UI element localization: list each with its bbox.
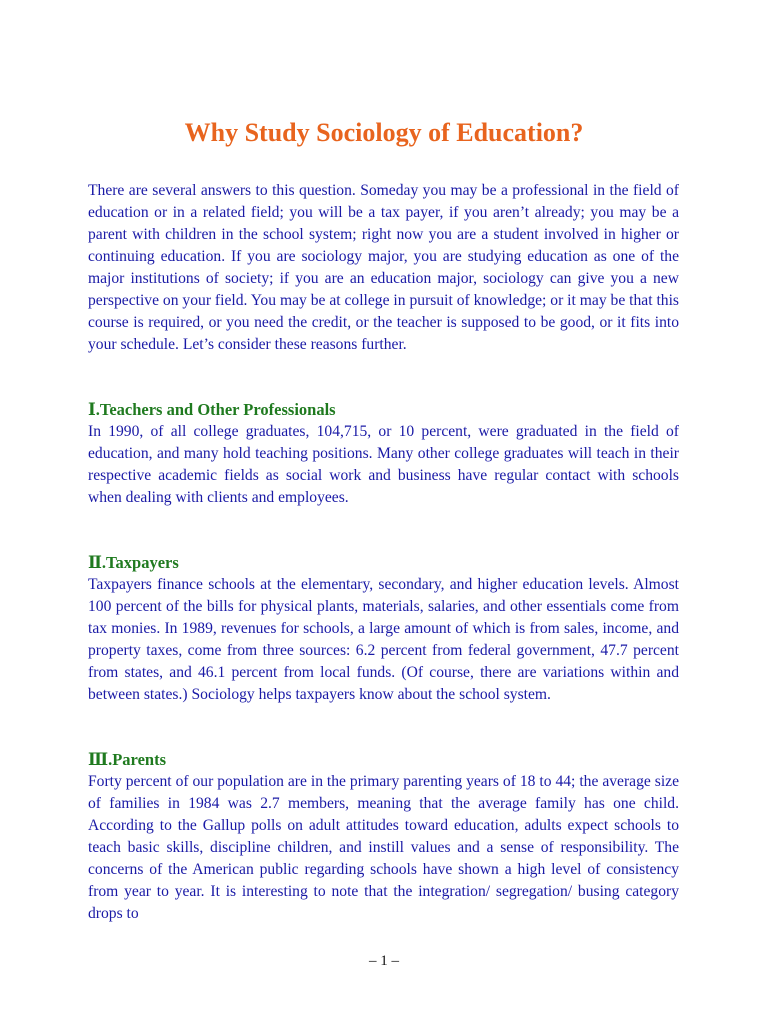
page-number: – 1 – [369, 953, 399, 969]
section-heading-taxpayers: Ⅱ.Taxpayers [88, 553, 179, 572]
section-heading-parents: Ⅲ.Parents [88, 750, 166, 769]
section-body-taxpayers: Taxpayers finance schools at the elementary, secondary, and higher education levels. Almost 100 percent of the bills for physical plants, materials, salaries, and other essentials come from tax monies. In 1989, revenues for schools, a large amount of which is from sales, income, and property taxes, come from three sources: 6.2 percent from federal government, 47.7 percent from states, and 46.1 percent from local funds. (Of course, there are variations within and between states.) Sociology helps taxpayers know about the school system. [88, 576, 679, 703]
section-body-teachers: In 1990, of all college graduates, 104,715, or 10 percent, were graduated in the field of education, and many hold teaching positions. Many other college graduates will teach in their respective academic fields as social work and business have regular contact with schools when dealing with clients and employees. [88, 423, 679, 506]
section-body-parents: Forty percent of our population are in the primary parenting years of 18 to 44; the average size of families in 1984 was 2.7 members, meaning that the average family has one child. According to the Gallup polls on adult attitudes toward education, adults expect schools to teach basic skills, discipline children, and instill values and a sense of responsibility. The concerns of the American public regarding schools have shown a high level of consistency from year to year. It is interesting to note that the integration/ segregation/ busing category drops to [88, 773, 679, 922]
section-heading-teachers: Ⅰ.Teachers and Other Professionals [88, 400, 336, 419]
page-title: Why Study Sociology of Education? [184, 118, 584, 147]
intro-paragraph: There are several answers to this question. Someday you may be a professional in the field of education or in a related field; you will be a tax payer, if you aren’t already; you may be a parent with children in the school system; right now you are a student involved in higher or continuing education. If you are sociology major, you are studying education as one of the major institutions of society; if you are an education major, sociology can give you a new perspective on your field. You may be at college in pursuit of knowledge; or it may be that this course is required, or you need the credit, or the teacher is supposed to be good, or it fits into your schedule. Let’s consider these reasons further. [88, 182, 679, 353]
